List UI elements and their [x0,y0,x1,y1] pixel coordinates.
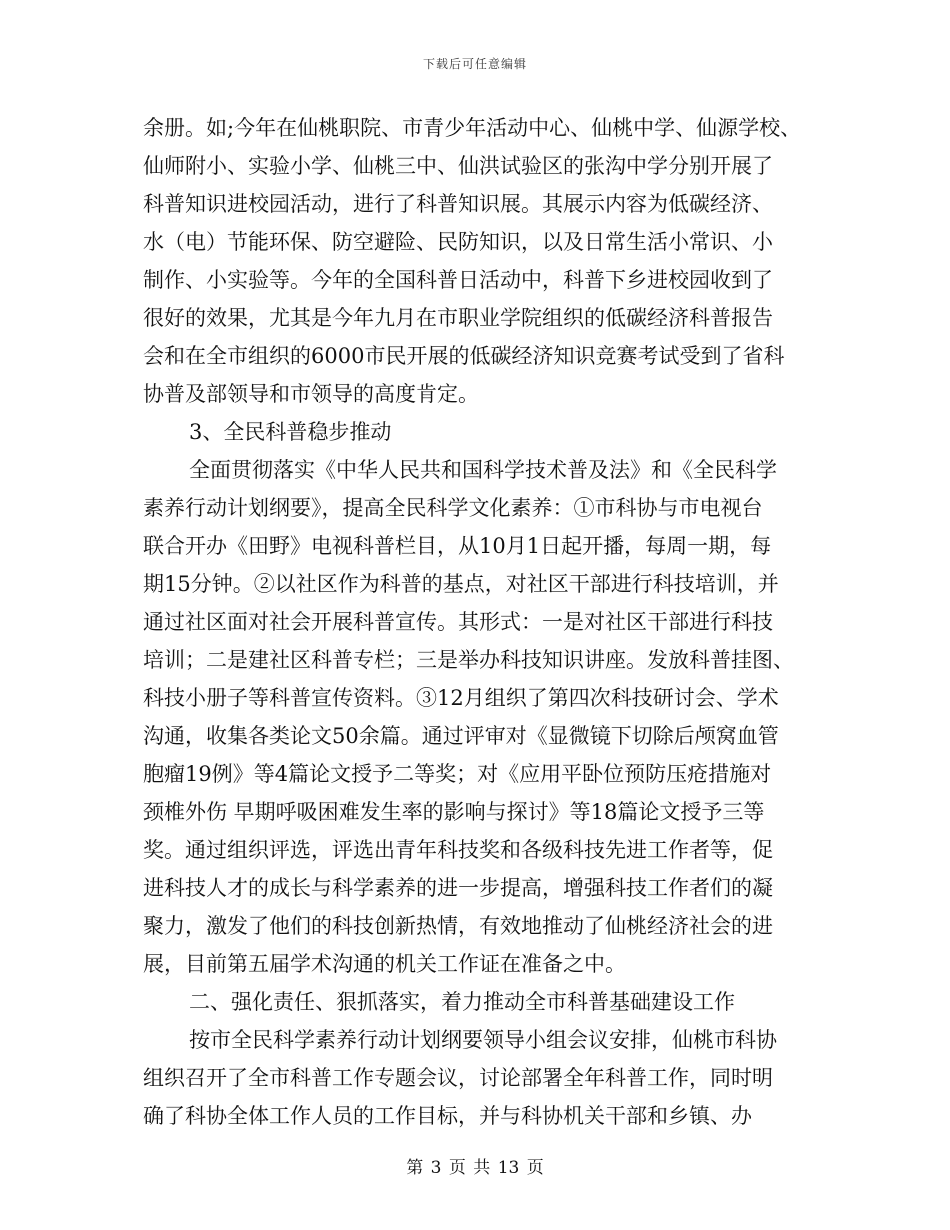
text-line: 奖。通过组织评选，评选出青年科技奖和各级科技先进工作者等，促 [143,838,773,862]
document-body [143,109,823,1135]
text-line: 颈椎外伤 早期呼吸困难发生率的影响与探讨》等18篇论文授予三等 [143,800,765,824]
text-line: 联合开办《田野》电视科普栏目，从10月1日起开播，每周一期，每 [143,534,772,558]
text-line: 确了科协全体工作人员的工作目标，并与科协机关干部和乡镇、办 [143,1104,752,1128]
page-header: 下载后可任意编辑 [422,57,527,71]
text-line: 进科技人才的成长与科学素养的进一步提高，增强科技工作者们的凝 [143,876,773,900]
text-line: 聚力，激发了他们的科技创新热情，有效地推动了仙桃经济社会的进 [143,914,773,938]
text-line: 科技小册子等科普宣传资料。③12月组织了第四次科技研讨会、学术 [143,686,779,710]
text-line: 按市全民科学素养行动计划纲要领导小组会议安排，仙桃市科协 [189,1028,777,1052]
text-line: 余册。如;今年在仙桃职院、市青少年活动中心、仙桃中学、仙源学校、 [143,116,802,140]
text-line: 培训；二是建社区科普专栏；三是举办科技知识讲座。发放科普挂图、 [143,648,794,672]
text-line: 全面贯彻落实《中华人民共和国科学技术普及法》和《全民科学 [189,458,777,482]
text-line: 期15分钟。②以社区作为科普的基点，对社区干部进行科技培训，并 [143,572,779,596]
text-line: 展，目前第五届学术沟通的机关工作证在准备之中。 [143,952,626,976]
text-line: 会和在全市组织的6000市民开展的低碳经济知识竞赛考试受到了省科 [143,344,785,368]
text-line: 沟通，收集各类论文50余篇。通过评审对《显微镜下切除后颅窝血管 [143,724,779,748]
text-line: 通过社区面对社会开展科普宣传。其形式：一是对社区干部进行科技 [143,610,773,634]
text-line: 协普及部领导和市领导的高度肯定。 [143,382,479,406]
text-line: 制作、小实验等。今年的全国科普日活动中，科普下乡进校园收到了 [143,268,773,292]
text-line: 水（电）节能环保、防空避险、民防知识，以及日常生活小常识、小 [143,230,773,254]
text-line: 仙师附小、实验小学、仙桃三中、仙洪试验区的张沟中学分别开展了 [143,154,773,178]
text-line: 3、全民科普稳步推动 [189,420,392,444]
page-number-footer: 第 3 页 共 13 页 [406,1158,544,1178]
text-line: 组织召开了全市科普工作专题会议，讨论部署全年科普工作，同时明 [143,1066,773,1090]
text-line: 二、强化责任、狠抓落实，着力推动全市科普基础建设工作 [189,990,735,1014]
text-line: 科普知识进校园活动，进行了科普知识展。其展示内容为低碳经济、 [143,192,773,216]
text-line: 胞瘤19例》等4篇论文授予二等奖；对《应用平卧位预防压疮措施对 [143,762,772,786]
text-line: 很好的效果，尤其是今年九月在市职业学院组织的低碳经济科普报告 [143,306,773,330]
text-line: 素养行动计划纲要》，提高全民科学文化素养：①市科协与市电视台 [143,496,763,520]
